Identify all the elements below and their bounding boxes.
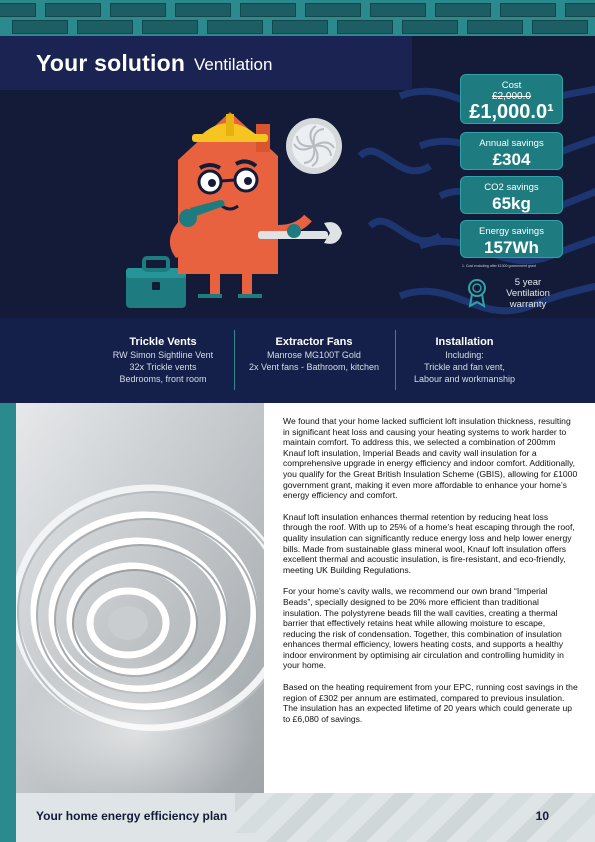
cost-old-value: £2,000.0	[492, 91, 531, 102]
paragraph: Based on the heating requirement from your EPC, running cost savings in the region of £302 per annum are estimated, compared to previous insulation. The insulation has an expected lifetime of 20 years which could generate up to £6,080 of savings.	[283, 682, 578, 724]
toolbox-icon	[126, 258, 186, 308]
product-extractor-fans: Extractor Fans Manrose MG100T Gold 2x Vent fans - Bathroom, kitchen	[238, 336, 390, 373]
footer	[16, 793, 595, 842]
footer-title: Your home energy efficiency plan	[36, 809, 228, 823]
paragraph: For your home’s cavity walls, we recommend our own brand “Imperial Beads”, specially designed to be 20% more efficient than traditional insulation. The polystyrene beads fill the wall cavities, creating a thermal barrier that effectively retains heat while allowing moisture to escape, reducing the risk of condensation. Together, this combination of insulation enhances thermal efficiency, lowers heating costs, and supports a healthy indoor environment by optimising air circulation and controlling humidity in your home.	[283, 586, 564, 671]
energy-savings-value: 157Wh	[484, 238, 539, 257]
annual-savings-box	[460, 132, 563, 170]
divider	[234, 330, 235, 390]
hero-section	[0, 36, 595, 318]
paragraph: Knauf loft insulation enhances thermal retention by reducing heat loss through the roof. With up to 25% of a home’s heat escaping through the roof, quality insulation can significantly reduce energy loss and help lower energy bills. Made from sustainable glass mineral wool, Knauf loft insulation offers excellent thermal and acoustic insulation, is fire-resistant, and eco-friendly, meeting UK Building Regulations.	[283, 511, 575, 575]
co2-savings-value: 65kg	[492, 194, 531, 213]
product-trickle-vents: Trickle Vents RW Simon Sightline Vent 32x Trickle vents Bedrooms, front room	[88, 336, 238, 385]
side-accent-strip	[0, 403, 16, 842]
co2-savings-label: CO2 savings	[484, 182, 539, 193]
annual-savings-value: £304	[492, 150, 531, 169]
cost-footnote: 1. Cost excluding after £1000 government grant	[462, 264, 536, 268]
cost-label: Cost	[501, 80, 522, 91]
award-ribbon-icon	[466, 278, 488, 308]
body-text	[283, 416, 579, 735]
annual-savings-label: Annual savings	[479, 138, 544, 149]
top-brick-pattern	[0, 0, 595, 36]
warranty-text: 5 year Ventilation warranty	[506, 277, 550, 310]
cost-value: £1,000.0¹	[469, 101, 554, 123]
mascot-illustration	[118, 90, 358, 316]
fan-icon	[286, 118, 342, 174]
page-title: Your solution	[36, 50, 186, 76]
page-number: 10	[535, 809, 549, 823]
vent-image	[16, 403, 264, 793]
product-installation: Installation Including: Trickle and fan vent, Labour and workmanship	[392, 336, 537, 385]
product-title: Installation	[435, 336, 494, 348]
energy-savings-box	[460, 220, 563, 258]
product-title: Trickle Vents	[129, 336, 197, 348]
paragraph: We found that your home lacked sufficient loft insulation thickness, resulting in significant heat loss and causing your heating systems to work harder to maintain comfort. To address this, we selected a combination of 200mm Knauf loft insulation, Imperial Beads and cavity wall insulation for a comprehensive upgrade in energy efficiency and indoor comfort. Additionally, you qualify for the Great British Insulation Scheme (GBIS), allowing for £1000 government grant, making it even more affordable to enhance your home’s energy efficiency and comfort.	[283, 416, 578, 501]
co2-savings-box	[460, 176, 563, 214]
cost-box	[460, 74, 563, 124]
ceiling-vent-photo	[16, 403, 264, 793]
product-title: Extractor Fans	[275, 336, 353, 348]
page-subtitle: Ventilation	[194, 55, 273, 74]
title-bar	[0, 36, 412, 90]
products-band	[0, 318, 595, 403]
energy-savings-label: Energy savings	[479, 226, 544, 237]
